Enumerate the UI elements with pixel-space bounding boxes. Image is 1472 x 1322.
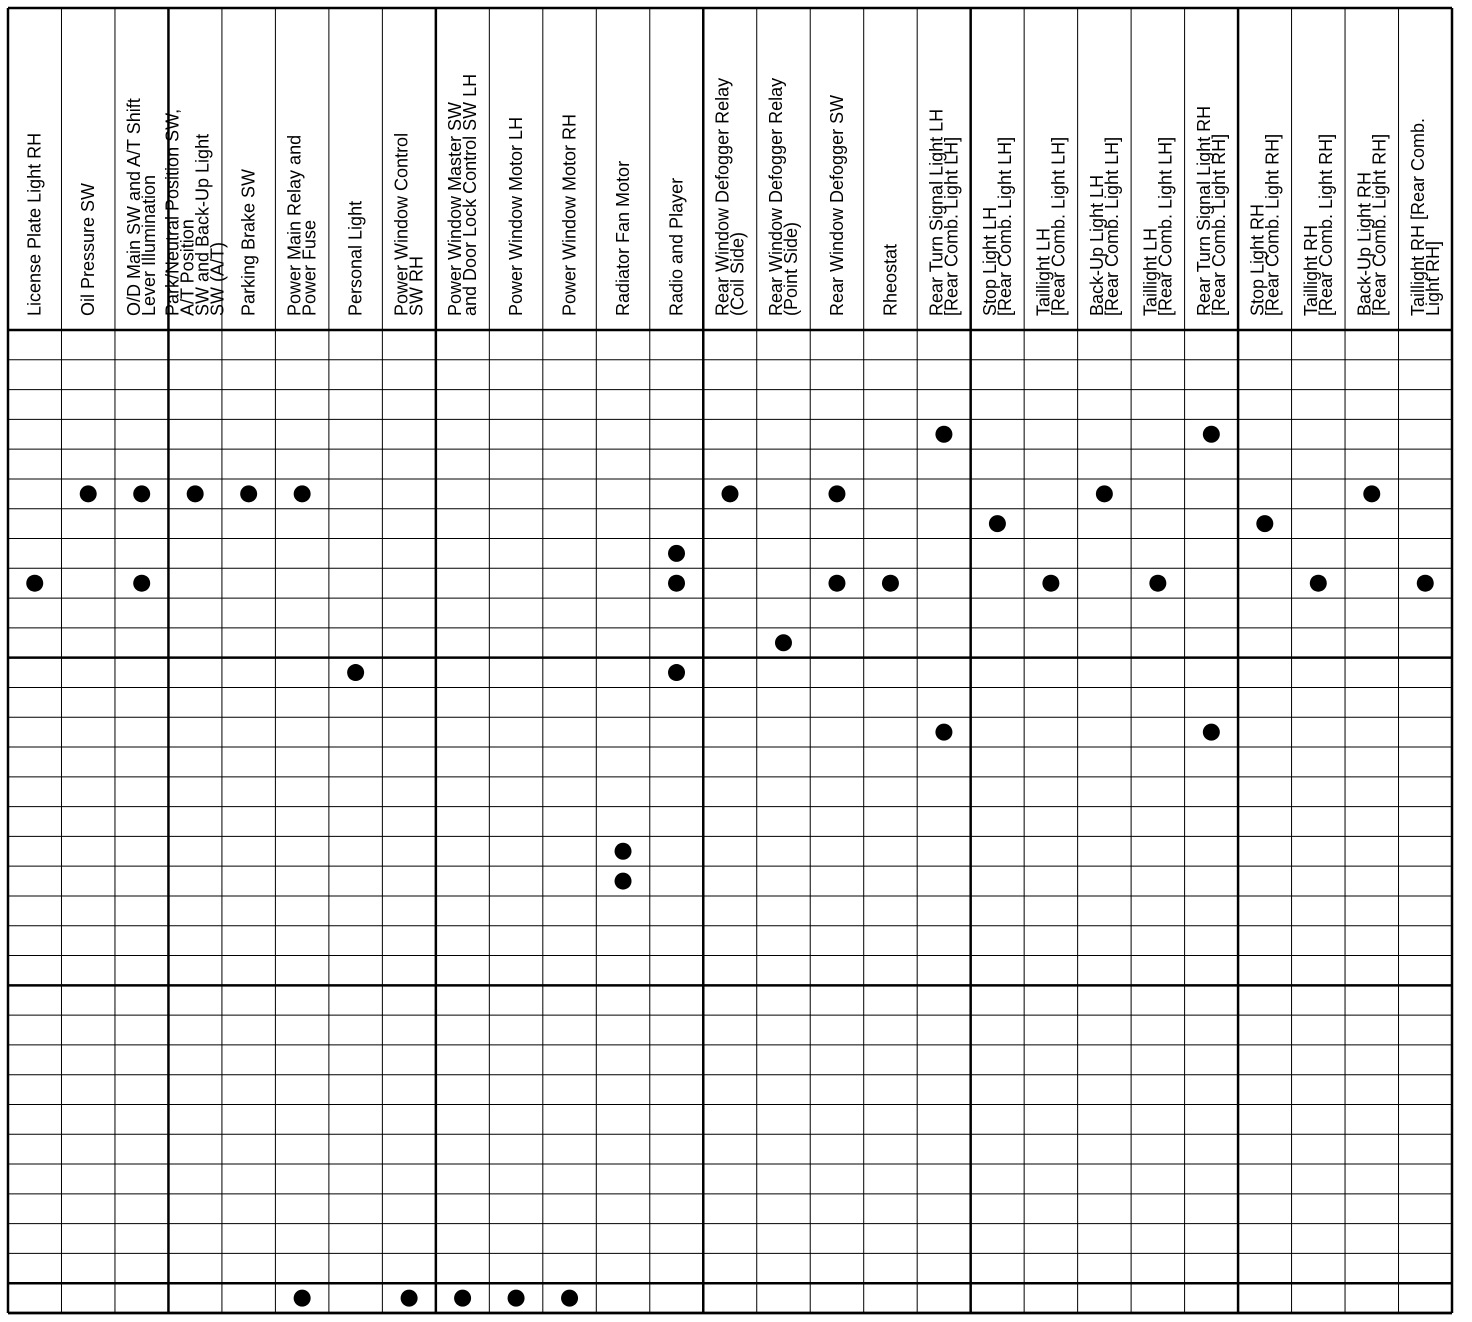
column-header-line: [Rear Comb. Light RH] bbox=[1262, 133, 1283, 316]
column-header-21 bbox=[1087, 137, 1122, 316]
column-header-10 bbox=[506, 117, 526, 316]
column-header-27 bbox=[1408, 118, 1443, 316]
column-header-line: Power Window Master SW bbox=[445, 101, 466, 316]
connection-dot bbox=[347, 664, 364, 681]
column-header-26 bbox=[1354, 134, 1389, 316]
column-header-13 bbox=[667, 178, 687, 316]
header-labels bbox=[25, 74, 1443, 316]
column-header-6 bbox=[285, 135, 320, 316]
connection-dot bbox=[1042, 575, 1059, 592]
connection-dot bbox=[668, 664, 685, 681]
connection-dot bbox=[668, 575, 685, 592]
connection-dot bbox=[294, 1290, 311, 1307]
connection-dot bbox=[508, 1290, 525, 1307]
column-header-18 bbox=[926, 109, 961, 316]
column-header-line: Parking Brake SW bbox=[238, 168, 259, 316]
column-header-line: Rear Turn Signal Light RH bbox=[1193, 105, 1214, 316]
column-header-line: (Coil Side) bbox=[727, 231, 748, 316]
connection-dot bbox=[989, 515, 1006, 532]
column-header-7 bbox=[346, 201, 366, 316]
column-header-4 bbox=[163, 109, 228, 316]
connection-dot bbox=[294, 485, 311, 502]
column-header-8 bbox=[392, 133, 427, 316]
column-header-line: [Rear Comb. Light RH] bbox=[1369, 133, 1390, 316]
connection-dot bbox=[615, 873, 632, 890]
connection-dot bbox=[133, 485, 150, 502]
column-header-line: (Point Side) bbox=[780, 221, 801, 316]
connection-dot bbox=[722, 485, 739, 502]
connection-dot bbox=[80, 485, 97, 502]
connection-dot bbox=[615, 843, 632, 860]
column-header-15 bbox=[766, 78, 801, 316]
connection-dot bbox=[1417, 575, 1434, 592]
column-header-23 bbox=[1194, 106, 1229, 316]
column-header-line: SW (A/T) bbox=[207, 242, 228, 316]
column-header-line: Radiator Fan Motor bbox=[613, 160, 634, 316]
column-header-line: Back-Up Light RH bbox=[1354, 171, 1375, 316]
column-header-line: Taillight LH bbox=[1140, 227, 1161, 316]
connection-dot bbox=[828, 485, 845, 502]
column-header-5 bbox=[239, 169, 259, 316]
connection-dot bbox=[454, 1290, 471, 1307]
column-header-9 bbox=[445, 74, 480, 316]
column-header-line: Lever Illumination bbox=[139, 174, 160, 316]
column-header-25 bbox=[1301, 134, 1336, 316]
column-header-line: [Rear Comb. Light RH] bbox=[1208, 133, 1229, 316]
column-header-line: Taillight RH bbox=[1300, 224, 1321, 316]
column-header-3 bbox=[124, 98, 159, 316]
column-header-line: Taillight LH bbox=[1033, 227, 1054, 316]
column-header-line: Rear Turn Signal Light LH bbox=[926, 108, 947, 316]
column-header-line: [Rear Comb. Light LH] bbox=[1101, 136, 1122, 316]
connection-dot bbox=[1149, 575, 1166, 592]
connection-dot bbox=[561, 1290, 578, 1307]
column-header-line: [Rear Comb. Light RH] bbox=[1315, 133, 1336, 316]
column-header-line: Oil Pressure SW bbox=[78, 182, 99, 316]
column-header-line: SW and Back-Up Light bbox=[192, 133, 213, 316]
connection-dot bbox=[935, 724, 952, 741]
column-header-22 bbox=[1140, 137, 1175, 316]
column-header-16 bbox=[827, 95, 847, 316]
column-header-line: [Rear Comb. Light LH] bbox=[1155, 136, 1176, 316]
column-header-line: Rheostat bbox=[880, 243, 901, 316]
connection-dot bbox=[668, 545, 685, 562]
connection-dot bbox=[187, 485, 204, 502]
column-header-line: SW RH bbox=[406, 256, 427, 316]
column-header-line: Power Window Motor RH bbox=[559, 113, 580, 316]
column-header-line: Power Fuse bbox=[299, 219, 320, 316]
column-header-line: Power Window Motor LH bbox=[506, 116, 527, 316]
column-header-line: Stop Light RH bbox=[1247, 203, 1268, 316]
column-header-line: Rear Window Defogger SW bbox=[826, 94, 847, 316]
connection-dot bbox=[1203, 724, 1220, 741]
column-header-line: Power Window Control bbox=[391, 132, 412, 316]
column-header-1 bbox=[25, 133, 45, 316]
column-header-line: [Rear Comb. Light LH] bbox=[994, 136, 1015, 316]
column-header-line: Back-Up Light LH bbox=[1086, 174, 1107, 316]
connection-dot bbox=[775, 634, 792, 651]
column-header-line: [Rear Comb. Light LH] bbox=[1048, 136, 1069, 316]
column-header-line: Power Main Relay and bbox=[284, 134, 305, 316]
column-header-line: O/D Main SW and A/T Shift bbox=[124, 98, 145, 316]
column-header-24 bbox=[1247, 134, 1282, 316]
connection-dot bbox=[1310, 575, 1327, 592]
column-header-17 bbox=[880, 244, 900, 316]
column-header-line: Personal Light bbox=[345, 200, 366, 316]
connection-dot bbox=[1256, 515, 1273, 532]
column-header-20 bbox=[1033, 137, 1068, 316]
connection-dot bbox=[401, 1290, 418, 1307]
column-header-11 bbox=[560, 114, 580, 316]
connection-dot bbox=[1363, 485, 1380, 502]
column-header-2 bbox=[78, 183, 98, 316]
column-header-19 bbox=[980, 137, 1015, 316]
connection-dot bbox=[1096, 485, 1113, 502]
connection-dot bbox=[882, 575, 899, 592]
column-header-line: Rear Window Defogger Relay bbox=[712, 77, 733, 316]
column-header-line: Park/Neutral Position SW, bbox=[162, 108, 183, 316]
connection-dot bbox=[935, 426, 952, 443]
column-header-line: Rear Window Defogger Relay bbox=[765, 77, 786, 316]
connection-dot bbox=[1203, 426, 1220, 443]
column-header-line: License Plate Light RH bbox=[24, 132, 45, 316]
connection-dot bbox=[26, 575, 43, 592]
column-header-line: and Door Lock Control SW LH bbox=[460, 73, 481, 316]
column-header-line: Light RH] bbox=[1422, 240, 1443, 316]
column-header-line: Taillight RH [Rear Comb. bbox=[1407, 117, 1428, 316]
connection-dot bbox=[240, 485, 257, 502]
column-header-line: Radio and Player bbox=[666, 177, 687, 316]
column-header-line: Stop Light LH bbox=[979, 206, 1000, 316]
column-header-line: [Rear Comb. Light LH] bbox=[941, 136, 962, 316]
connection-dot bbox=[133, 575, 150, 592]
connection-dot bbox=[828, 575, 845, 592]
column-header-12 bbox=[613, 161, 633, 316]
column-header-14 bbox=[713, 78, 748, 316]
column-header-line: A/T Position bbox=[177, 219, 198, 316]
